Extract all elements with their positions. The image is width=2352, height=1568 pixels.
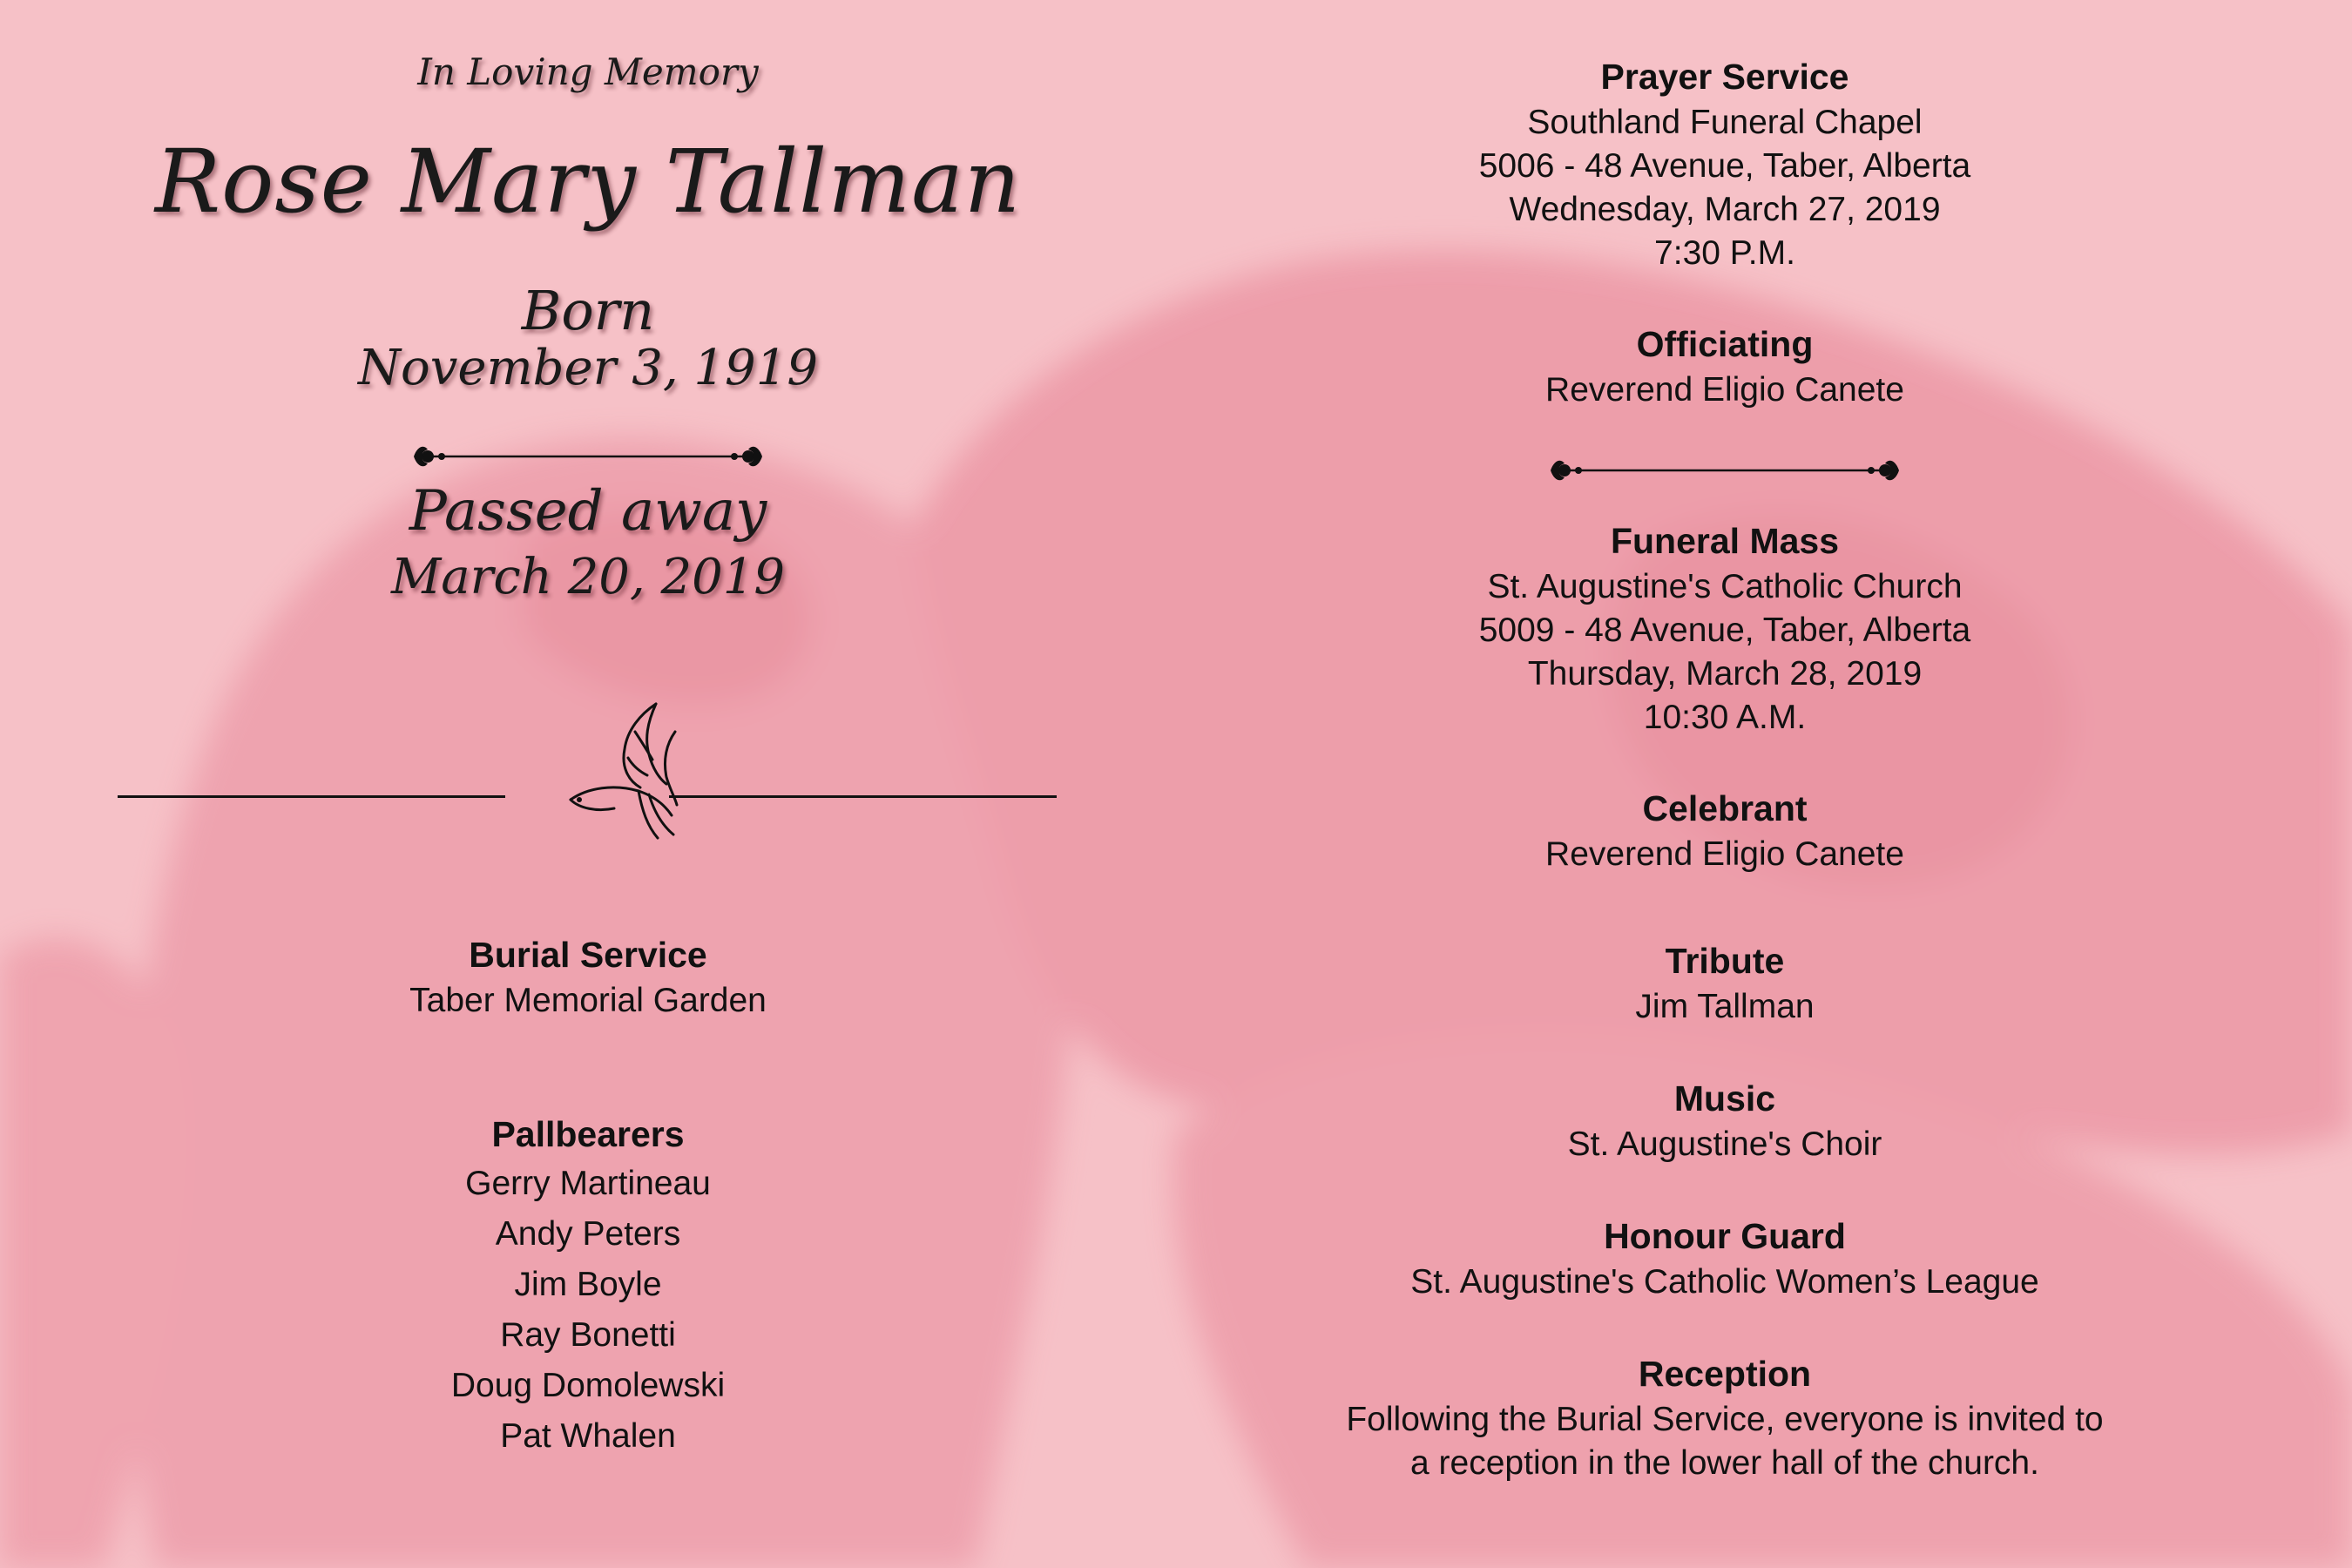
funeral-mass-title: Funeral Mass xyxy=(1610,521,1840,561)
burial-service-section xyxy=(61,930,1115,1023)
celebrant-name: Reverend Eligio Canete xyxy=(1545,835,1904,873)
music-section xyxy=(1237,1074,2213,1166)
flourish-divider-icon xyxy=(405,437,771,476)
deceased-name: Rose Mary Tallman xyxy=(154,131,1022,233)
pallbearers-title: Pallbearers xyxy=(491,1114,685,1154)
reception-title: Reception xyxy=(1638,1354,1812,1394)
flourish-divider-icon xyxy=(1542,451,1908,490)
tribute-section xyxy=(1237,936,2213,1029)
prayer-service-section xyxy=(1237,52,2213,275)
celebrant-section xyxy=(1237,784,2213,876)
funeral-mass-line: Thursday, March 28, 2019 xyxy=(1527,655,1923,693)
honour-guard-title: Honour Guard xyxy=(1604,1216,1846,1256)
reception-line: Following the Burial Service, everyone is invited to xyxy=(1346,1401,2104,1438)
pallbearer-name: Gerry Martineau xyxy=(465,1165,711,1202)
burial-service-title: Burial Service xyxy=(469,935,707,975)
born-label: Born xyxy=(521,279,655,342)
in-loving-memory-heading: In Loving Memory xyxy=(417,51,759,93)
prayer-service-line: Southland Funeral Chapel xyxy=(1527,104,1923,141)
passed-away-label: Passed away xyxy=(409,479,767,544)
honour-guard-section xyxy=(1237,1212,2213,1304)
born-date: November 3, 1919 xyxy=(358,340,818,396)
tribute-title: Tribute xyxy=(1665,941,1785,981)
burial-service-place: Taber Memorial Garden xyxy=(409,982,767,1019)
officiating-title: Officiating xyxy=(1636,324,1814,364)
funeral-mass-line: 5009 - 48 Avenue, Taber, Alberta xyxy=(1478,612,1971,649)
music-name: St. Augustine's Choir xyxy=(1567,1125,1882,1163)
pallbearer-name: Ray Bonetti xyxy=(500,1316,676,1354)
funeral-mass-section xyxy=(1237,517,2213,740)
passed-away-date: March 20, 2019 xyxy=(390,549,786,605)
officiating-name: Reverend Eligio Canete xyxy=(1545,371,1904,409)
pallbearer-name: Jim Boyle xyxy=(514,1266,662,1303)
pallbearer-name: Pat Whalen xyxy=(500,1417,676,1455)
officiating-section xyxy=(1237,320,2213,412)
reception-section xyxy=(1237,1349,2213,1485)
prayer-service-title: Prayer Service xyxy=(1600,57,1849,97)
pallbearer-name: Andy Peters xyxy=(495,1215,681,1253)
divider-line-right xyxy=(669,795,1057,798)
pallbearer-name: Doug Domolewski xyxy=(450,1367,726,1404)
prayer-service-line: Wednesday, March 27, 2019 xyxy=(1509,191,1941,228)
music-title: Music xyxy=(1673,1078,1776,1119)
honour-guard-name: St. Augustine's Catholic Women’s League xyxy=(1410,1263,2039,1301)
dove-icon xyxy=(544,697,719,845)
tribute-name: Jim Tallman xyxy=(1635,988,1815,1025)
prayer-service-line: 7:30 P.M. xyxy=(1654,234,1795,272)
divider-line-left xyxy=(118,795,505,798)
funeral-mass-line: 10:30 A.M. xyxy=(1643,699,1807,736)
celebrant-title: Celebrant xyxy=(1642,788,1808,828)
reception-line: a reception in the lower hall of the church. xyxy=(1410,1444,2039,1482)
prayer-service-line: 5006 - 48 Avenue, Taber, Alberta xyxy=(1478,147,1971,185)
pallbearers-section xyxy=(61,1110,1115,1462)
funeral-mass-line: St. Augustine's Catholic Church xyxy=(1487,568,1963,605)
